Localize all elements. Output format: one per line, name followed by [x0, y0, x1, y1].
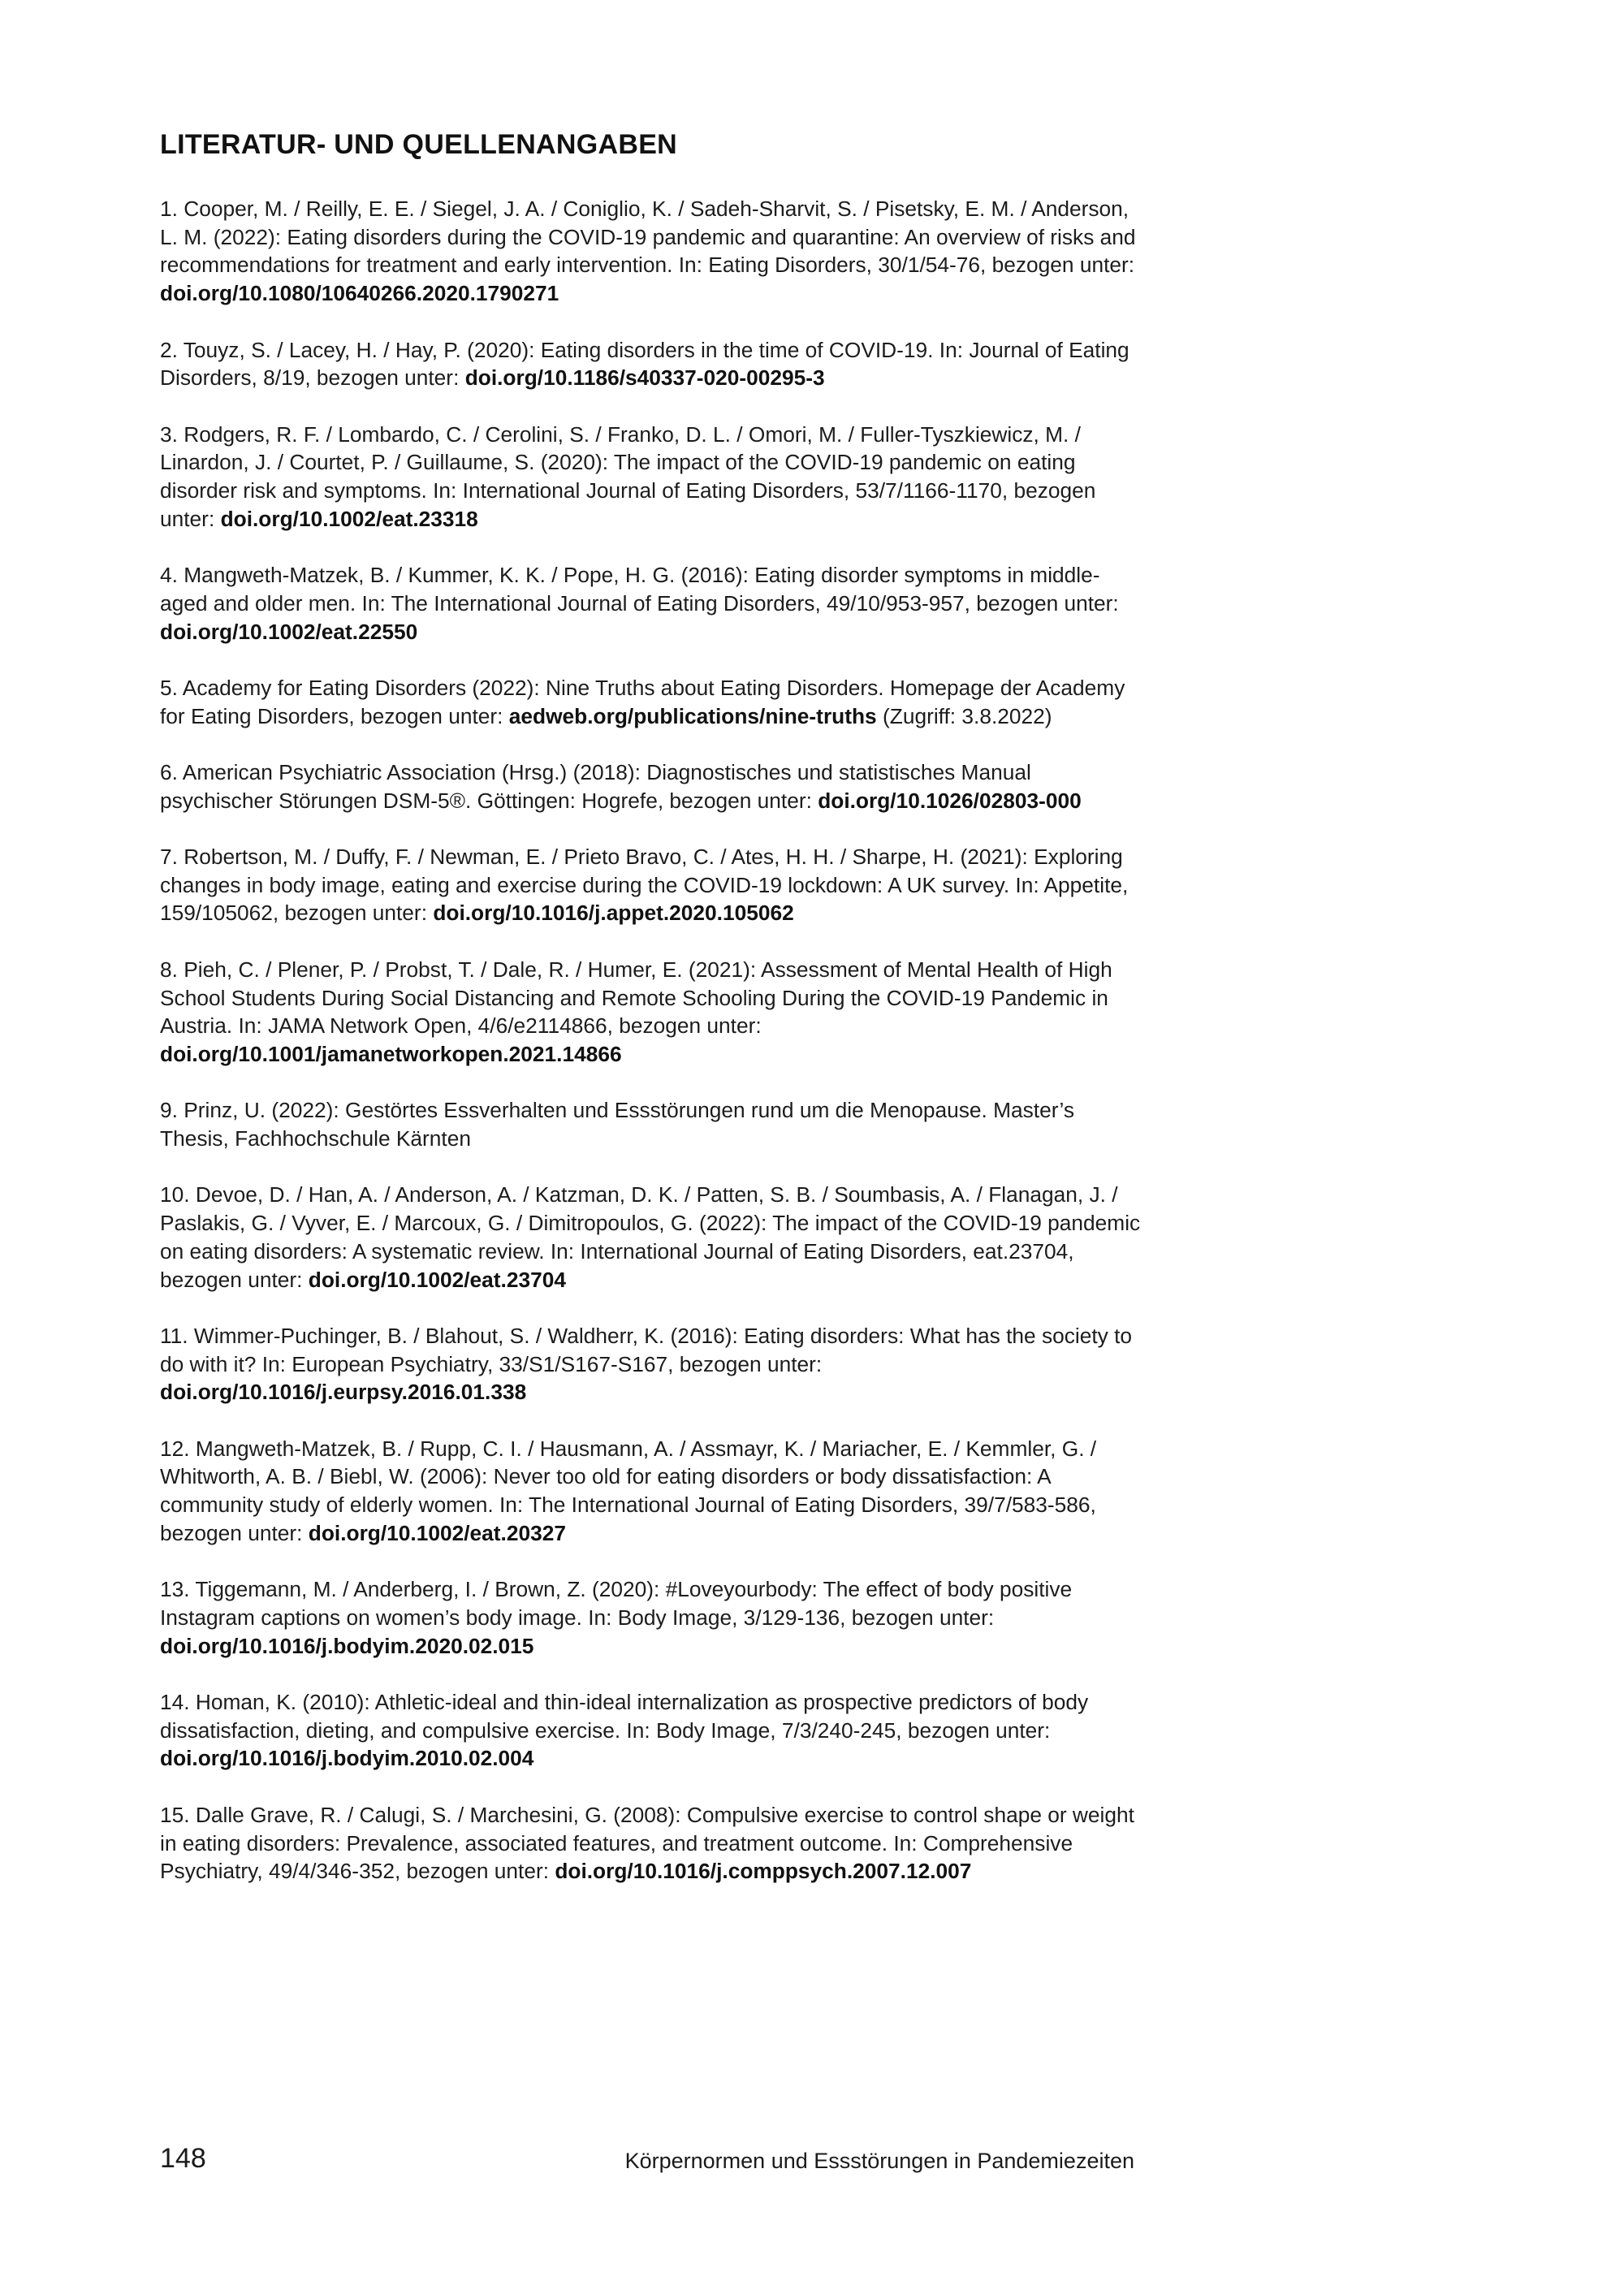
reference-text: 2. Touyz, S. / Lacey, H. / Hay, P. (2020): Eating disorders in the time of COVID-19. In: Journal of Eating Disorders, 8/19, bezogen unter: [160, 337, 1129, 391]
reference-link[interactable]: doi.org/10.1002/eat.23704 [308, 1267, 566, 1292]
reference-text: 1. Cooper, M. / Reilly, E. E. / Siegel, J. A. / Coniglio, K. / Sadeh-Sharvit, S. / Pisetsky, E. M. / Anderson, L. M. (2022): Eating disorders during the COVID-19 pandemic and quarantine: An overview of risks and recommendations for treatment and early intervention. In: Eating Disorders, 30/1/54-76, bezogen unter: [160, 197, 1136, 278]
reference-item [160, 1801, 1142, 1886]
reference-text: 5. Academy for Eating Disorders (2022): Nine Truths about Eating Disorders. Homepage der Academy for Eating Disorders, bezogen unter: [160, 675, 1125, 728]
reference-link[interactable]: doi.org/10.1186/s40337-020-00295-3 [464, 365, 825, 391]
reference-link[interactable]: doi.org/10.1002/eat.22550 [160, 619, 418, 644]
reference-link[interactable]: doi.org/10.1026/02803-000 [818, 788, 1082, 813]
running-title: Körpernormen und Essstörungen in Pandemiezeiten [624, 2149, 1134, 2173]
reference-access-note: (Zugriff: 3.8.2022) [876, 703, 1052, 728]
reference-text: 6. American Psychiatric Association (Hrsg.) (2018): Diagnostisches und statistisches Manual psychischer Störungen DSM-5®. Göttingen: Hogrefe, bezogen unter: [160, 759, 1031, 813]
reference-link[interactable]: doi.org/10.1001/jamanetworkopen.2021.14866 [160, 1041, 622, 1066]
reference-link[interactable]: doi.org/10.1016/j.bodyim.2020.02.015 [160, 1633, 534, 1658]
reference-item [160, 1322, 1142, 1406]
reference-link[interactable]: doi.org/10.1016/j.appet.2020.105062 [433, 901, 794, 926]
reference-text: 10. Devoe, D. / Han, A. / Anderson, A. / Katzman, D. K. / Patten, S. B. / Soumbasis, A. / Flanagan, J. / Paslakis, G. / Vyver, E. / Marcoux, G. / Dimitropoulos, G. (2022): The impact of the COVID-19 pandemic on eating disorders: A systematic review. In: International Journal of Eating Disorders, eat.23704, bezogen unter: [160, 1182, 1141, 1292]
reference-list [160, 195, 1142, 1914]
reference-text: 4. Mangweth-Matzek, B. / Kummer, K. K. / Pope, H. G. (2016): Eating disorder symptoms in middle-aged and older men. In: The International Journal of Eating Disorders, 49/10/953-957, bezogen unter: [160, 563, 1119, 616]
reference-item [160, 674, 1142, 730]
page-heading: LITERATUR- UND QUELLENANGABEN [160, 129, 678, 160]
reference-item [160, 1688, 1142, 1773]
reference-text: 8. Pieh, C. / Plener, P. / Probst, T. / Dale, R. / Humer, E. (2021): Assessment of Mental Health of High School Students During Social Distancing and Remote Schooling During the COVID-19 Pandemic in Austria. In: JAMA Network Open, 4/6/e2114866, bezogen unter: [160, 957, 1112, 1039]
reference-text: 11. Wimmer-Puchinger, B. / Blahout, S. / Waldherr, K. (2016): Eating disorders: What has the society to do with it? In: European Psychiatry, 33/S1/S167-S167, bezogen unter: [160, 1323, 1133, 1376]
reference-item [160, 561, 1142, 646]
page-number: 148 [160, 2143, 206, 2174]
reference-item [160, 1435, 1142, 1548]
reference-link[interactable]: doi.org/10.1016/j.comppsych.2007.12.007 [555, 1859, 972, 1884]
reference-item [160, 1096, 1142, 1152]
reference-link[interactable]: doi.org/10.1080/10640266.2020.1790271 [160, 281, 559, 306]
reference-item [160, 336, 1142, 392]
reference-text: 3. Rodgers, R. F. / Lombardo, C. / Cerolini, S. / Franko, D. L. / Omori, M. / Fuller-Tyszkiewicz, M. / Linardon, J. / Courtet, P. / Guillaume, S. (2020): The impact of the COVID-19 pandemic on eating disorder risk and symptoms. In: International Journal of Eating Disorders, 53/7/1166-1170, bezogen unter: [160, 421, 1096, 531]
reference-link[interactable]: aedweb.org/publications/nine-truths [508, 703, 877, 728]
reference-text: 13. Tiggemann, M. / Anderberg, I. / Brown, Z. (2020): #Loveyourbody: The effect of body positive Instagram captions on women’s body image. In: Body Image, 3/129-136, bezogen unter: [160, 1577, 1073, 1630]
reference-link[interactable]: doi.org/10.1016/j.eurpsy.2016.01.338 [160, 1380, 527, 1405]
reference-text: 14. Homan, K. (2010): Athletic-ideal and thin-ideal internalization as prospective predictors of body dissatisfaction, dieting, and compulsive exercise. In: Body Image, 7/3/240-245, bezogen unter: [160, 1690, 1089, 1743]
reference-item [160, 195, 1142, 308]
reference-item [160, 1575, 1142, 1660]
reference-item [160, 1181, 1142, 1294]
reference-link[interactable]: doi.org/10.1002/eat.23318 [220, 506, 478, 531]
reference-item [160, 843, 1142, 927]
reference-item [160, 758, 1142, 814]
reference-text: 7. Robertson, M. / Duffy, F. / Newman, E. / Prieto Bravo, C. / Ates, H. H. / Sharpe, H. (2021): Exploring changes in body image, eating and exercise during the COVID-19 lockdown: A UK survey. In: Appetite, 159/105062, bezogen unter: [160, 845, 1129, 926]
reference-text: 9. Prinz, U. (2022): Gestörtes Essverhalten und Essstörungen rund um die Menopause. Master’s Thesis, Fachhochschule Kärnten [160, 1098, 1074, 1151]
reference-text: 12. Mangweth-Matzek, B. / Rupp, C. I. / Hausmann, A. / Assmayr, K. / Mariacher, E. / Kemmler, G. / Whitworth, A. B. / Biebl, W. (2006): Never too old for eating disorders or body dissatisfaction: A community study of elderly women. In: The International Journal of Eating Disorders, 39/7/583-586, bezogen unter: [160, 1436, 1097, 1545]
reference-link[interactable]: doi.org/10.1002/eat.20327 [308, 1520, 566, 1545]
reference-link[interactable]: doi.org/10.1016/j.bodyim.2010.02.004 [160, 1746, 534, 1771]
reference-item [160, 956, 1142, 1069]
reference-text: 15. Dalle Grave, R. / Calugi, S. / Marchesini, G. (2008): Compulsive exercise to control shape or weight in eating disorders: Prevalence, associated features, and treatment outcome. In: Comprehensive Psychiatry, 49/4/346-352, bezogen unter: [160, 1802, 1134, 1884]
reference-item [160, 421, 1142, 534]
